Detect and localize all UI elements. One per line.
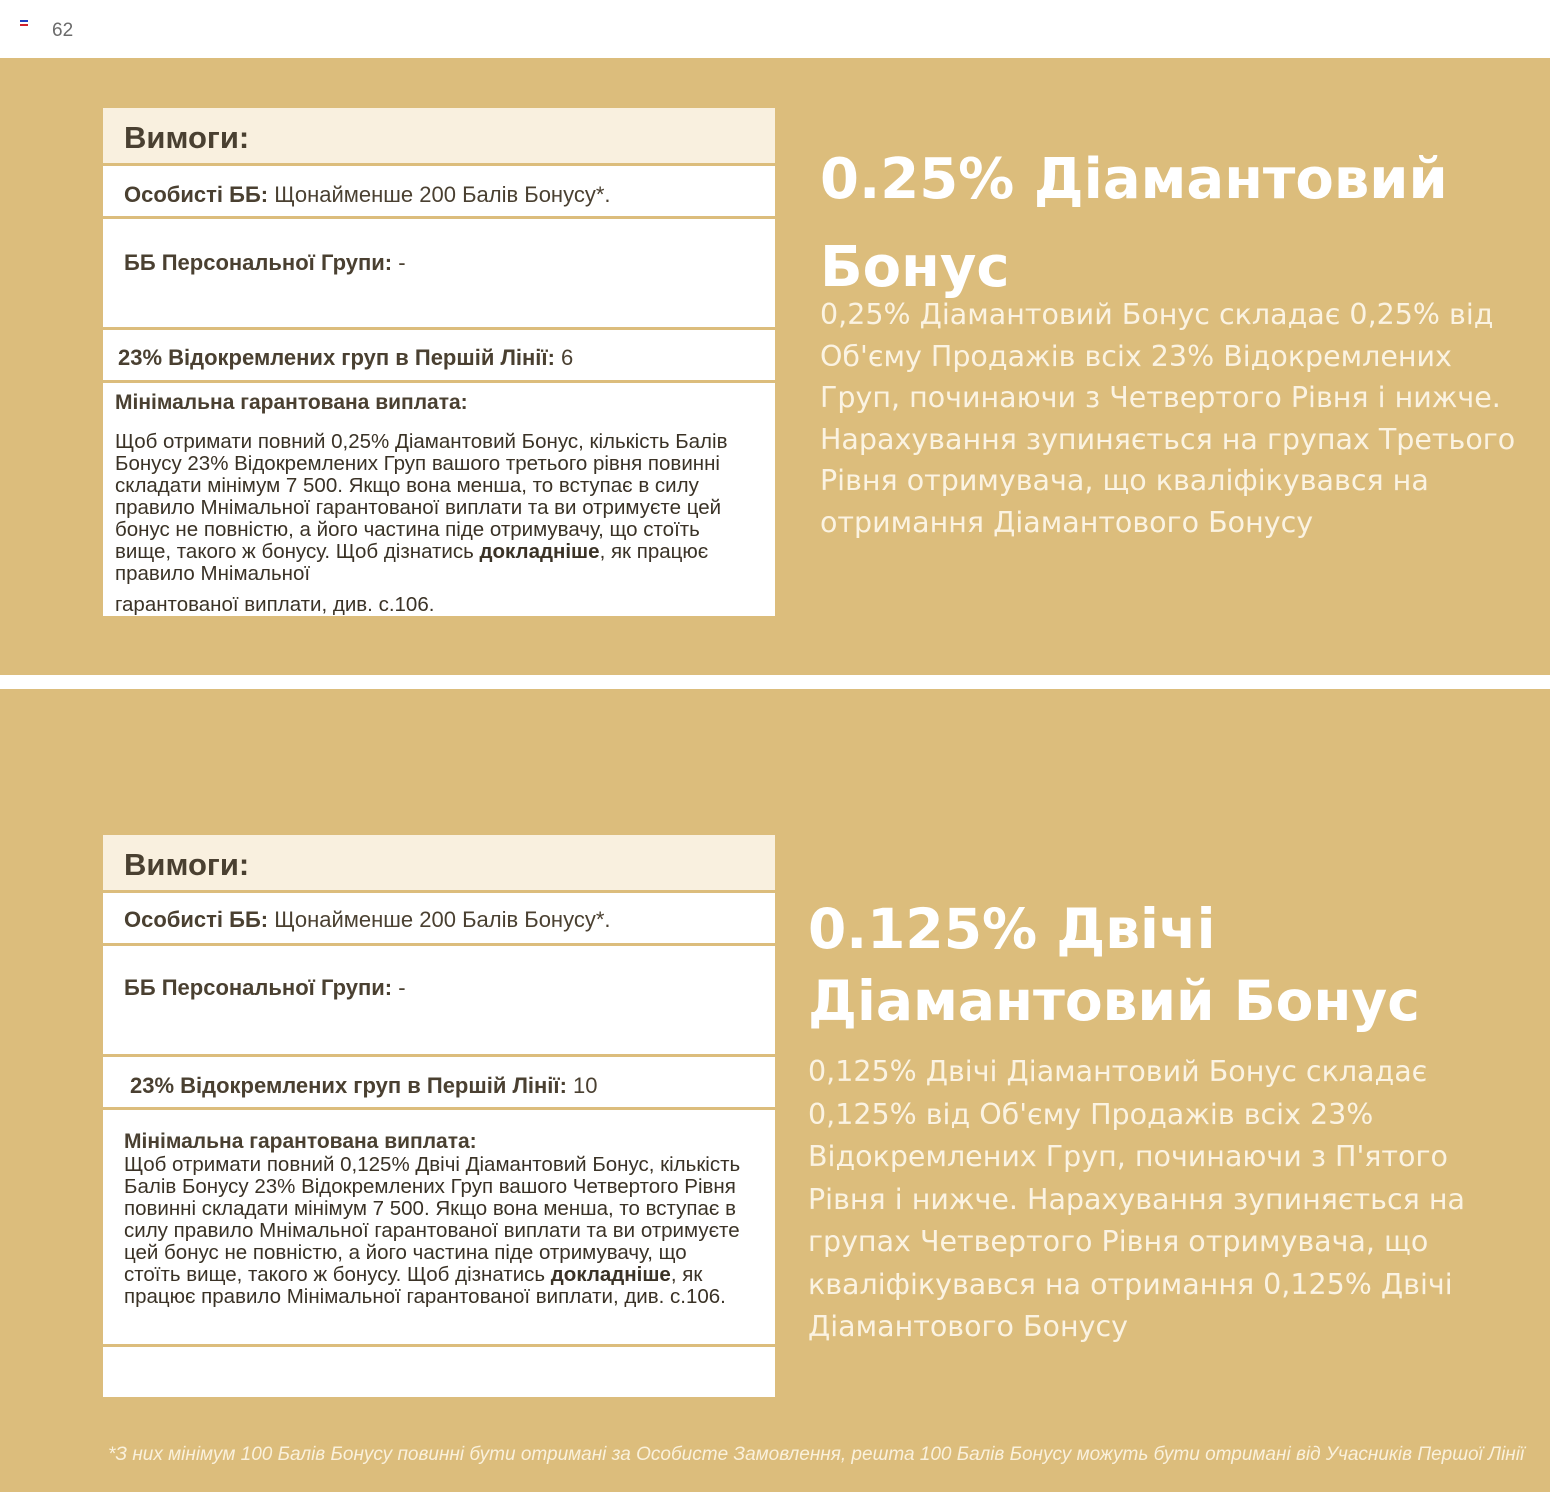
bonus-description: 0,125% Двічі Діамантовий Бонус складає 0,125% від Об'єму Продажів всіх 23% Відокремлених Груп, починаючи з П'ятого Рівня і нижче. Нарахування зупиняється на групах Четвертого Рівня отримувача, що кваліфікувався на отримання 0,125% Двічі Діамантового Бонусу [808,1055,1465,1343]
min-payout-text [115,431,755,616]
personal-group-label: ББ Персональної Групи: [124,250,393,275]
bonus-heading [820,136,1448,312]
personal-group-value: - [392,250,406,275]
min-payout-row [103,1110,775,1347]
diamond-bonus-panel [0,58,1550,675]
personal-group-value: - [392,975,406,1000]
bonus-heading-line: 0.125% Двічі [808,897,1216,961]
personal-bb-value: Щонайменше 200 Балів Бонусу*. [268,182,611,207]
requirements-card [103,108,775,616]
personal-bb-row [103,166,775,219]
min-payout-bold: докладніше [550,1263,671,1286]
flag-icon [20,20,28,26]
double-diamond-bonus-panel [0,689,1550,1492]
min-payout-text-part: Щоб отримати повний 0,125% Двічі Діамантовий Бонус, кількість Балів Бонусу 23% Відокремлених Груп вашого Четвертого Рівня повинні складати мінімум 7 500. Якщо вона менша, то вступає в силу правило Мнімальної гарантованої виплати та ви отримуєте цей бонус не повністю, а його частина піде отримувачу, що стоїть вище, такого ж бонусу. Щоб дізнатись [124,1153,741,1286]
personal-group-row [103,946,775,1057]
bonus-heading [808,893,1420,1037]
personal-bb-value: Щонайменше 200 Балів Бонусу*. [268,907,611,932]
min-payout-row [103,383,775,616]
min-payout-text-part: , як працює правило Мнімальної [115,540,709,585]
personal-bb-label: Особисті ББ: [124,907,269,932]
first-line-groups-value: 10 [566,1073,598,1098]
min-payout-text-part: Щоб отримати повний 0,25% Діамантовий Бонус, кількість Балів Бонусу 23% Відокремлених Груп вашого третього рівня повинні складати мінімум 7 500. Якщо вона менша, то вступає в силу правило Мнімальної гарантованої виплати та ви отримуєте цей бонус не повністю, а його частина піде отримувачу, що стоїть вище, такого ж бонусу. Щоб дізнатись [115,430,728,563]
requirements-title: Вимоги: [103,108,775,166]
personal-bb-label: Особисті ББ: [124,182,269,207]
first-line-groups-label: 23% Відокремлених груп в Першій Лінії: [130,1073,567,1098]
personal-bb-row [103,893,775,946]
bonus-heading-line: Бонус [820,235,1010,300]
min-payout-bold: докладніше [479,540,600,563]
first-line-groups-row [103,330,775,383]
page-number: 62 [52,20,74,41]
bonus-heading-line: Діамантовий Бонус [808,969,1420,1033]
first-line-groups-value: 6 [554,345,574,370]
footnote: *З них мінімум 100 Балів Бонусу повинні бути отримані за Особисте Замовлення, решта 100 Балів Бонусу можуть бути отримані від Учасників Першої Лінії [108,1444,1525,1465]
personal-group-row [103,219,775,330]
bonus-heading-line: 0.25% Діамантовий [820,147,1448,212]
min-payout-text-part: , як працює правило Мінімальної гарантованої виплати, див. с.106. [124,1263,726,1308]
empty-row [103,1347,775,1397]
first-line-groups-row [103,1057,775,1110]
min-payout-title: Мінімальна гарантована виплата: [115,391,468,414]
first-line-groups-label: 23% Відокремлених груп в Першій Лінії: [118,345,555,370]
min-payout-text-part: гарантованої виплати, див. с.106. [115,593,435,616]
requirements-card [103,835,775,1397]
min-payout-text [124,1154,745,1308]
min-payout-title: Мінімальна гарантована виплата: [124,1130,477,1153]
page-header [0,0,1550,58]
requirements-title: Вимоги: [103,835,775,893]
personal-group-label: ББ Персональної Групи: [124,975,393,1000]
bonus-description: 0,25% Діамантовий Бонус складає 0,25% від Об'єму Продажів всіх 23% Відокремлених Груп, починаючи з Четвертого Рівня і нижче. Нарахування зупиняється на групах Третього Рівня отримувача, що кваліфікувався на отримання Діамантового Бонусу [820,298,1516,539]
